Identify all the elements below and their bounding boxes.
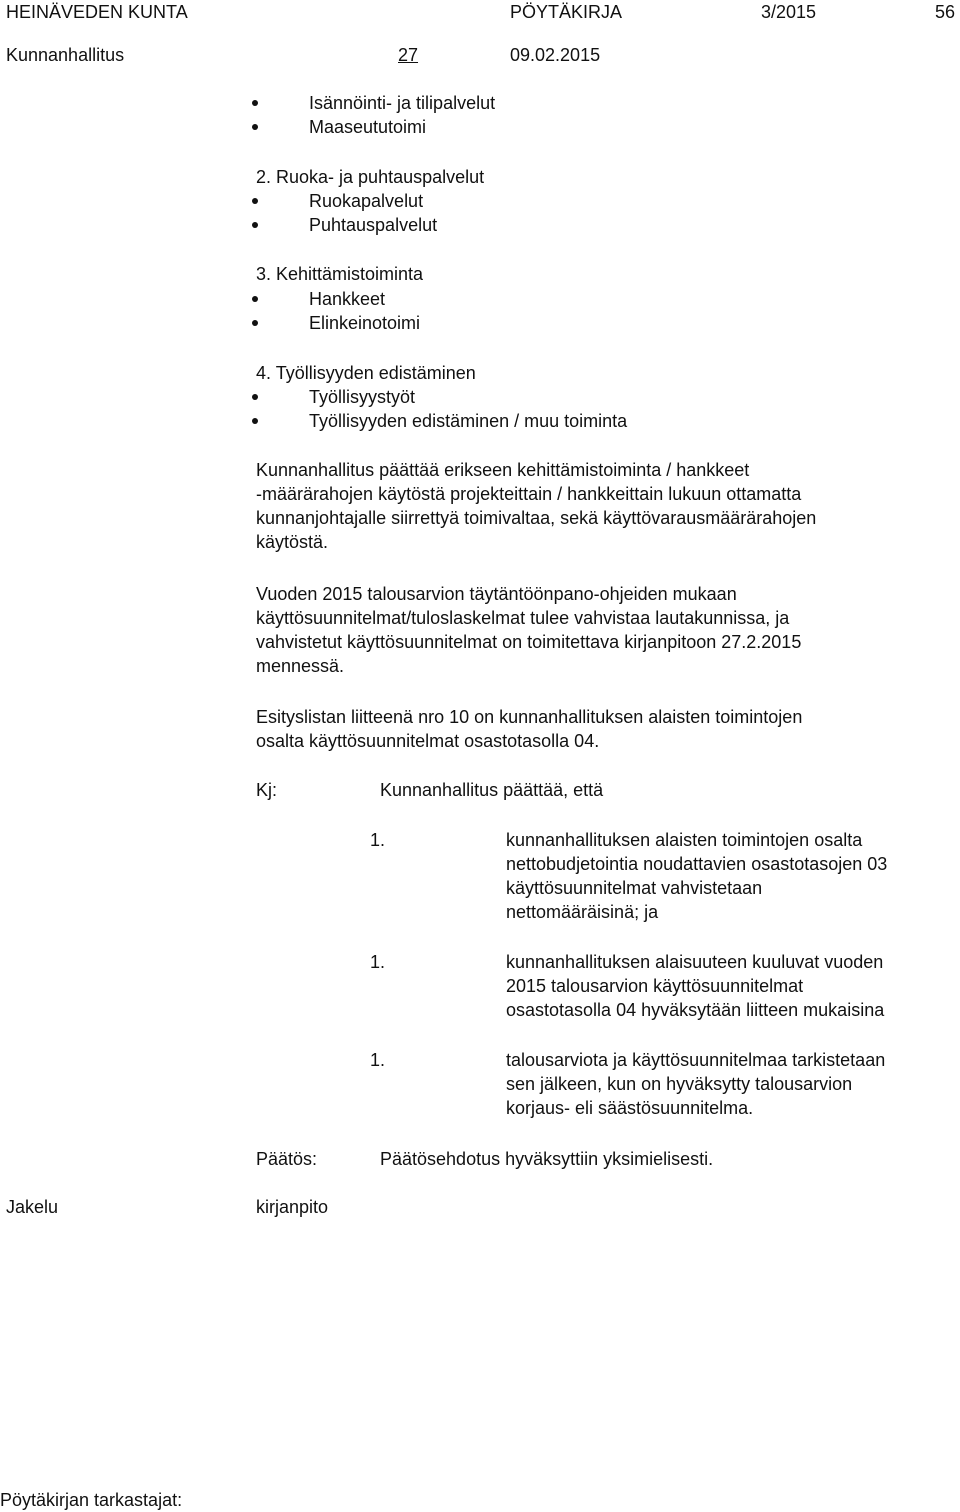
bullet-icon <box>252 418 258 424</box>
paragraph: Kunnanhallitus päättää erikseen kehittämistoiminta / hankkeet -määrärahojen käytöstä projekteittain / hankkeittain lukuun ottamatta kunnanjohtajalle siirrettyä toimivaltaa, sekä käyttövarausmäärärahojen käytöstä. <box>256 460 817 552</box>
distribution-label: Jakelu <box>6 1197 59 1217</box>
document-type: PÖYTÄKIRJA <box>510 2 623 22</box>
body-name: Kunnanhallitus <box>6 45 125 65</box>
proposal-intro: Kunnanhallitus päättää, että <box>380 780 604 800</box>
bullet-icon <box>252 124 258 130</box>
section-heading: 3. Kehittämistoiminta <box>256 264 424 284</box>
page-number: 56 <box>935 2 956 22</box>
decision-label: Päätös: <box>256 1149 318 1169</box>
bullet-icon <box>252 394 258 400</box>
distribution-value: kirjanpito <box>256 1197 329 1217</box>
section-heading: 2. Ruoka- ja puhtauspalvelut <box>256 167 485 187</box>
bullet-icon <box>252 100 258 106</box>
document-number: 3/2015 <box>761 2 817 22</box>
paragraph: Vuoden 2015 talousarvion täytäntöönpano-ohjeiden mukaan käyttösuunnitelmat/tuloslaskelmat tulee vahvistaa lautakunnissa, ja vahvistetut käyttösuunnitelmat on toimitettava kirjanpitoon 27.2.2015 mennessä. <box>256 584 802 676</box>
proposal-label: Kj: <box>256 780 278 800</box>
paragraph: Esityslistan liitteenä nro 10 on kunnanhallituksen alaisten toimintojen osalta käyttösuunnitelmat osastotasolla 04. <box>256 707 803 751</box>
bullet-icon <box>252 222 258 228</box>
section-heading: 4. Työllisyyden edistäminen <box>256 363 476 383</box>
reviewers-label: Pöytäkirjan tarkastajat: <box>0 1490 183 1510</box>
bullet-icon <box>252 198 258 204</box>
municipality-name: HEINÄVEDEN KUNTA <box>6 2 188 22</box>
decision-text: Päätösehdotus hyväksyttiin yksimielisesti. <box>380 1149 714 1169</box>
bullet-icon <box>252 320 258 326</box>
section-number: 27 <box>398 45 419 65</box>
bullet-icon <box>252 296 258 302</box>
meeting-date: 09.02.2015 <box>510 45 601 65</box>
